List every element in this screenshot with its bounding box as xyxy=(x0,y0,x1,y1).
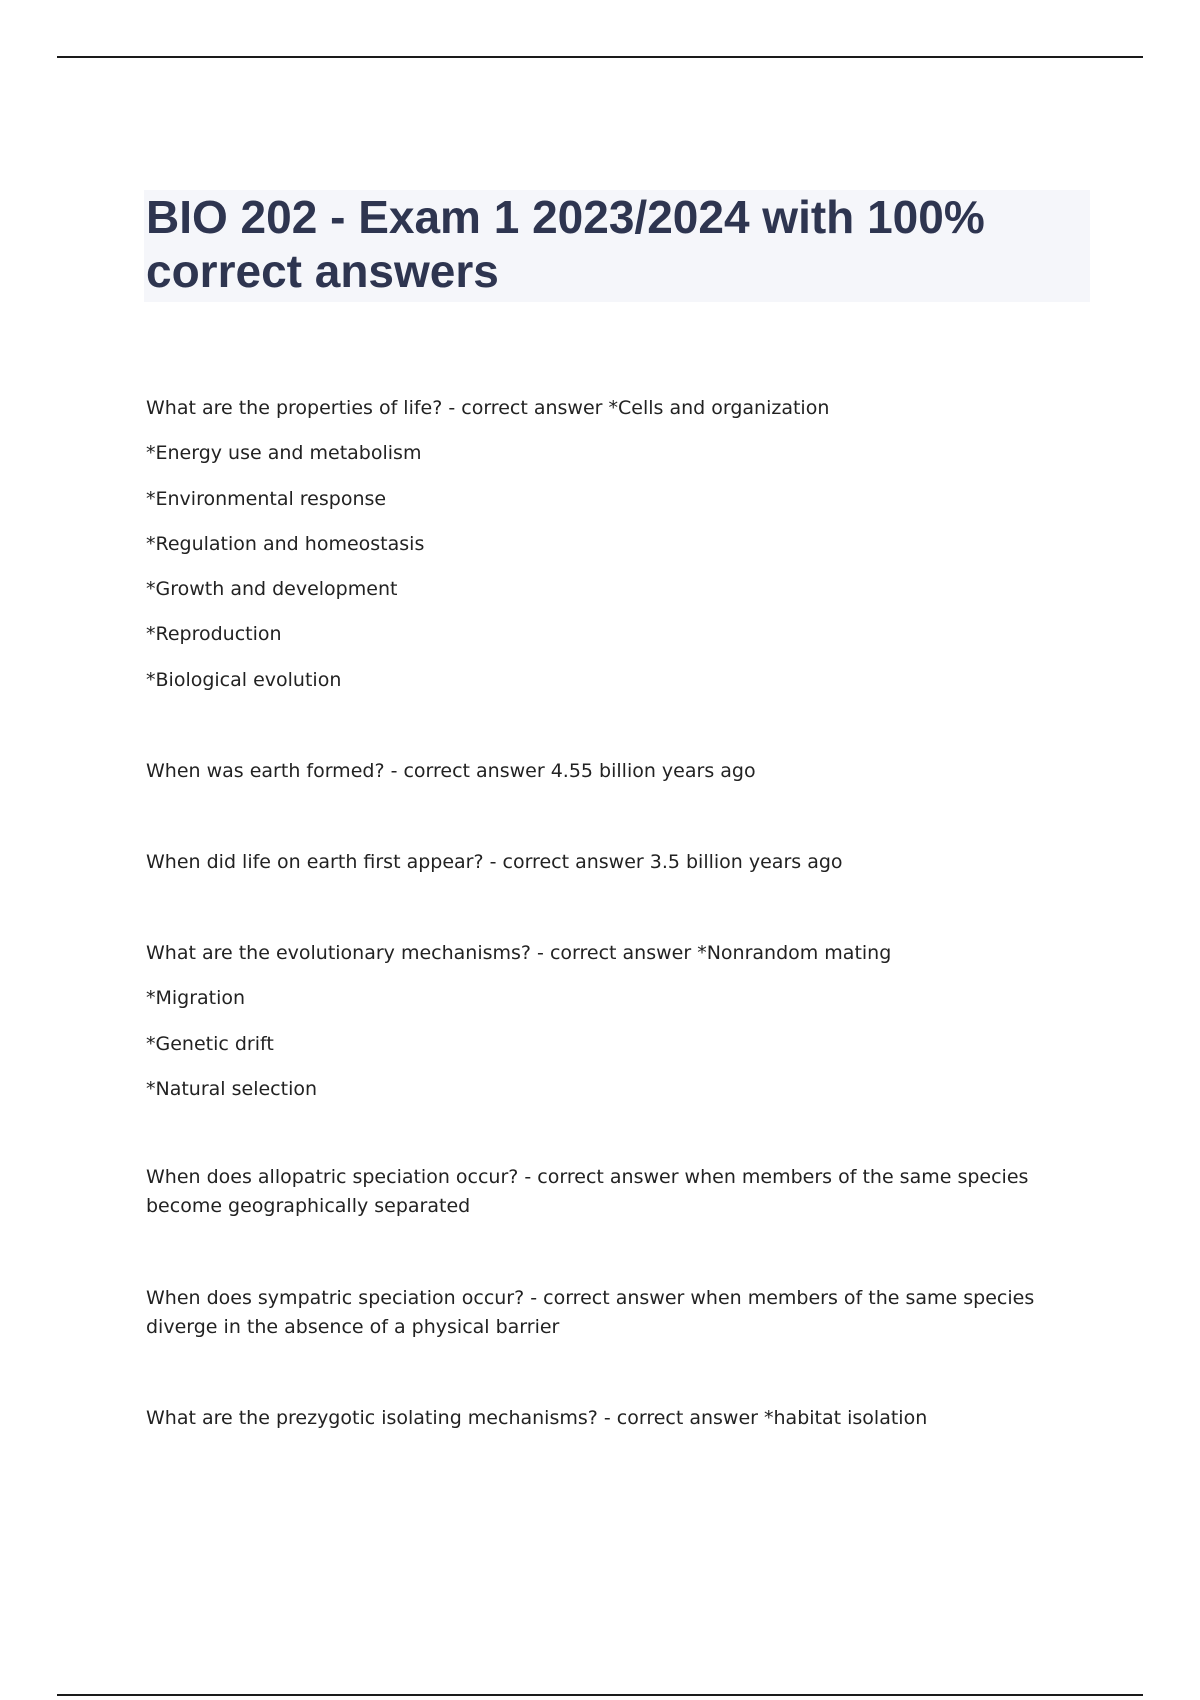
question-text: When does allopatric speciation occur? xyxy=(146,1166,519,1188)
answer-text: when members of the same species diverge in the absence of a physical barrier xyxy=(146,1287,1035,1338)
answer-line: *Migration xyxy=(146,987,246,1009)
answer-line: *Biological evolution xyxy=(146,669,342,691)
qa-item-evolutionary-mechanisms xyxy=(146,941,891,965)
answer-separator: - correct answer xyxy=(597,1407,765,1429)
answer-separator: - correct answer xyxy=(483,851,650,873)
answer-text: 4.55 billion years ago xyxy=(550,760,756,782)
question-text: When was earth formed? xyxy=(146,760,385,782)
bottom-rule xyxy=(57,1694,1143,1696)
answer-line: *Energy use and metabolism xyxy=(146,442,422,464)
answer-text: *habitat isolation xyxy=(764,1407,928,1429)
answer-separator: - correct answer xyxy=(518,1166,685,1188)
qa-item-properties-of-life xyxy=(146,396,829,420)
answer-text: *Cells and organization xyxy=(608,397,830,419)
answer-line: *Regulation and homeostasis xyxy=(146,533,425,555)
question-text: When does sympatric speciation occur? xyxy=(146,1287,525,1309)
qa-item-life-appeared xyxy=(146,850,843,874)
qa-item-sympatric-speciation xyxy=(146,1284,1091,1342)
answer-line: *Growth and development xyxy=(146,578,398,600)
top-rule xyxy=(57,56,1143,58)
answer-separator: - correct answer xyxy=(524,1287,691,1309)
answer-separator: - correct answer xyxy=(531,942,698,964)
answer-line: *Reproduction xyxy=(146,623,282,645)
answer-line: *Genetic drift xyxy=(146,1033,274,1055)
question-text: What are the prezygotic isolating mechanisms? xyxy=(146,1407,598,1429)
answer-text: when members of the same species become geographically separated xyxy=(146,1166,1029,1217)
qa-item-allopatric-speciation xyxy=(146,1163,1091,1221)
answer-text: *Nonrandom mating xyxy=(697,942,892,964)
qa-item-earth-formed xyxy=(146,759,756,783)
answer-line: *Environmental response xyxy=(146,488,387,510)
qa-item-prezygotic-isolation xyxy=(146,1406,927,1430)
answer-text: 3.5 billion years ago xyxy=(649,851,843,873)
document-title: BIO 202 - Exam 1 2023/2024 with 100% correct answers xyxy=(146,191,985,297)
answer-separator: - correct answer xyxy=(384,760,551,782)
question-text: What are the evolutionary mechanisms? xyxy=(146,942,532,964)
answer-line: *Natural selection xyxy=(146,1078,318,1100)
question-text: What are the properties of life? xyxy=(146,397,443,419)
question-text: When did life on earth first appear? xyxy=(146,851,484,873)
answer-separator: - correct answer xyxy=(442,397,609,419)
